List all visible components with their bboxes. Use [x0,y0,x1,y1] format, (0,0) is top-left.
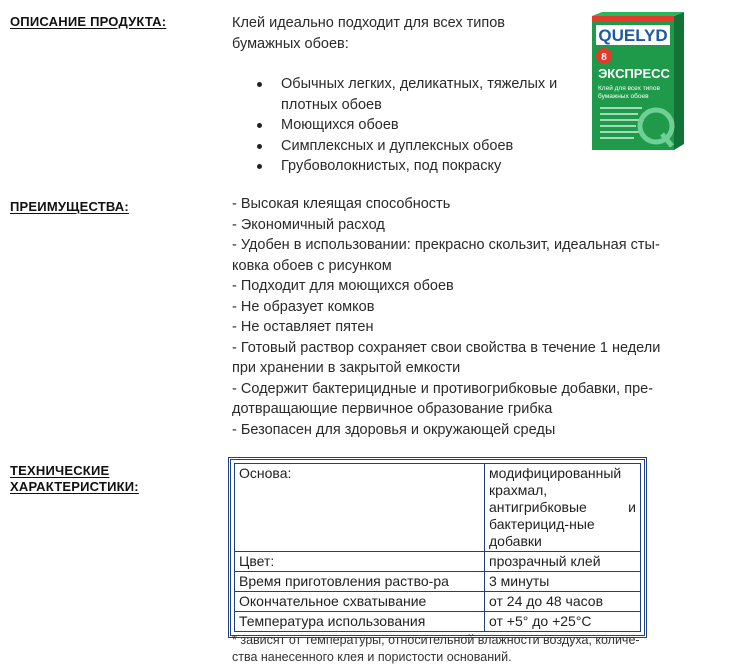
advantage-line: - Подходит для моющихся обоев [232,278,454,294]
advantage-line: - Готовый раствор сохраняет свои свойства в течение 1 недели [232,339,661,356]
table-row [235,592,641,612]
footnote-line: * зависят от температуры, относительной влажности воздуха, количе- [232,633,640,647]
box-top [592,12,684,16]
specs-table [228,457,647,638]
section-label-description: ОПИСАНИЕ ПРОДУКТА: [10,14,167,29]
list-item: Грубоволокнистых, под покраску [256,156,576,177]
spec-key: Время приготовления раство-ра [235,572,485,592]
specs-label-line: ТЕХНИЧЕСКИЕ [10,463,110,478]
intro-line: бумажных обоев: [232,35,349,52]
spec-value: 3 минуты [485,572,641,592]
intro-line: Клей идеально подходит для всех типов [232,15,506,31]
spec-value: модифицированный крахмал, антигрибковые и бактерицид-ные добавки [485,464,641,552]
paper-types-list [256,74,576,177]
section-label-advantages: ПРЕИМУЩЕСТВА: [10,199,129,214]
brand-logo-text: QUELYD [598,26,668,45]
box-side [674,12,684,150]
list-item: Обычных легких, деликатных, тяжелых и плотных обоев [256,74,576,115]
svg-text:8: 8 [601,52,607,63]
specs-label-line: ХАРАКТЕРИСТИКИ: [10,479,139,494]
description-intro [232,13,562,54]
table-row [235,612,641,632]
table-row [235,464,641,552]
advantage-line: ковка обоев с рисунком [232,257,392,274]
product-box-svg [590,10,686,152]
advantage-line: при хранении в закрытой емкости [232,360,461,376]
spec-key: Окончательное схватывание [235,592,485,612]
advantage-line: - Содержит бактерицидные и противогрибковые добавки, пре- [232,380,654,397]
advantage-line: - Не образует комков [232,298,375,315]
list-item: Симплексных и дуплексных обоев [256,136,576,157]
advantage-line: - Не оставляет пятен [232,319,374,335]
list-item: Моющихся обоев [256,115,576,136]
footnote [232,632,732,666]
product-tagline-2: бумажных обоев [598,93,649,100]
spec-value: от 24 до 48 часов [485,592,641,612]
spec-value: от +5° до +25°С [485,612,641,632]
advantages-list [232,194,732,440]
table-row [235,552,641,572]
advantage-line: - Безопасен для здоровья и окружающей среды [232,421,556,438]
table-row [235,572,641,592]
advantage-line: - Высокая клеящая способность [232,196,451,212]
spec-key: Цвет: [235,552,485,572]
advantage-line: - Экономичный расход [232,216,385,233]
product-box-image [590,10,686,152]
box-top-banner [592,16,674,22]
advantage-line: - Удобен в использовании: прекрасно скользит, идеальная сты- [232,237,660,253]
footnote-line: ства нанесенного клея и пористости оснований. [232,650,512,664]
spec-key: Температура использования [235,612,485,632]
product-name-text: ЭКСПРЕСС [598,66,670,81]
spec-key: Основа: [235,464,485,552]
spec-value: прозрачный клей [485,552,641,572]
section-label-specs [10,463,139,495]
product-tagline-1: Клей для всех типов [598,85,660,92]
advantage-line: дотвращающие первичное образование грибка [232,401,553,417]
